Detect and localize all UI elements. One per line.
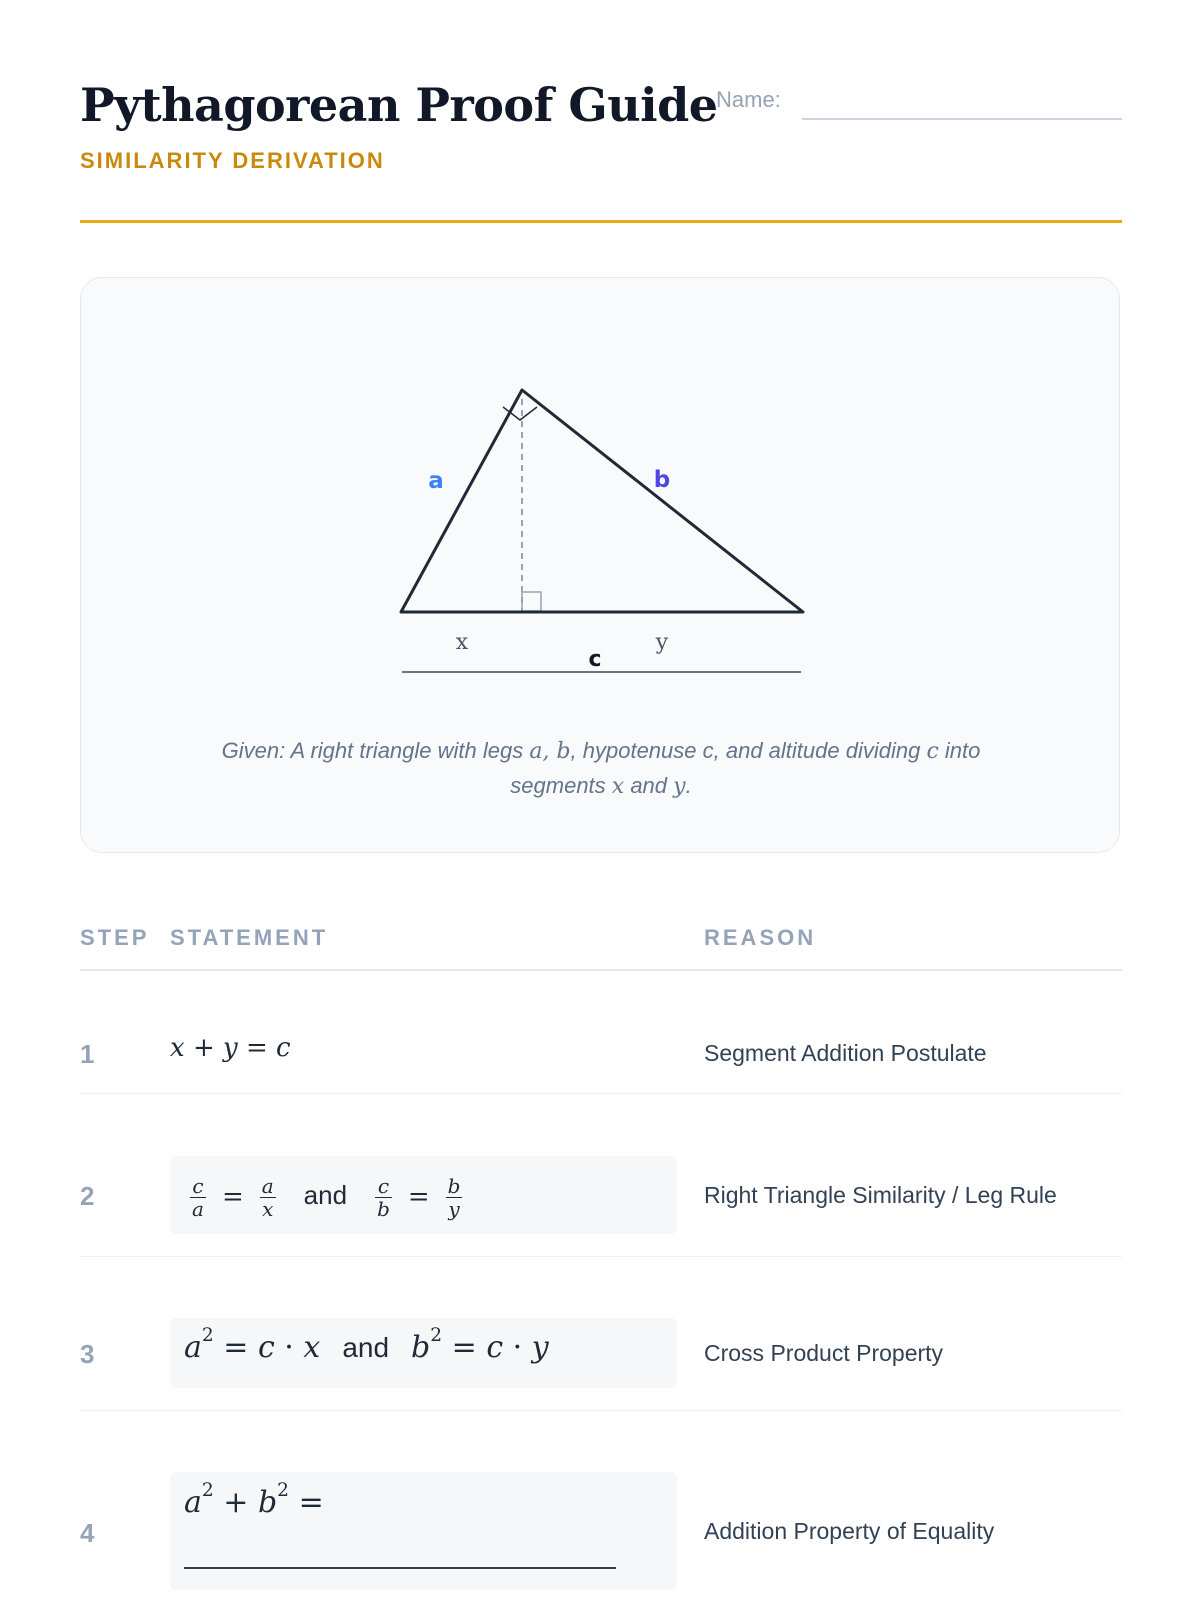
given-var-ab: a, b [529,739,571,764]
row-divider [80,1410,1122,1411]
given-text: Given: A right triangle with legs [221,738,530,763]
given-text: and [624,773,674,798]
label-a: a [428,468,444,494]
statement-4: $a^2 + b^2$ = [184,1480,324,1520]
reason-1: Segment Addition Postulate [704,1040,987,1066]
statement-2-connector: and [303,1180,348,1210]
reason-2: Right Triangle Similarity / Leg Rule [704,1182,1057,1208]
step-number: 3 [80,1339,95,1369]
step-number: 2 [80,1181,95,1211]
given-var-y: y [673,774,686,799]
page-subtitle: SIMILARITY DERIVATION [80,148,385,173]
statement-2: $\frac{c}{a}$ = $\frac{a}{x}$ and $\frac{c}{b}$ = $\frac{b}{y}$ [192,1173,461,1221]
step-number: 4 [80,1518,95,1548]
page-title: Pythagorean Proof Guide [80,78,718,132]
name-label: Name: [716,87,781,112]
reason-3: Cross Product Property [704,1340,944,1366]
label-y: y [655,630,669,655]
row-divider [80,1093,1122,1094]
given-text: . [685,773,692,798]
statement-3: $a^2 = c \cdot x$ and $b^2 = c \cdot y$ [184,1325,549,1365]
label-c: c [588,647,602,672]
given-var-x: x [611,774,625,799]
reason-4: Addition Property of Equality [704,1518,995,1544]
header-divider [80,220,1122,223]
step-number: 1 [80,1039,95,1069]
given-text: into segments [510,738,981,798]
given-var-c: c [926,739,939,764]
header-step: STEP [80,925,150,950]
header-statement: STATEMENT [170,925,329,950]
answer-blank[interactable] [184,1567,616,1569]
given-card [80,277,1120,853]
right-triangle [401,390,803,612]
given-statement [201,734,1001,804]
statement-3-connector: and [342,1332,390,1363]
altitude-right-angle-marker [522,592,541,611]
name-field[interactable] [802,118,1122,120]
statement-1: x + y = c [170,1033,291,1063]
header-reason: REASON [704,925,817,950]
table-header-divider [80,969,1122,971]
row-divider [80,1256,1122,1257]
label-b: b [653,467,671,493]
given-text: , hypotenuse c, and altitude dividing [570,738,927,763]
label-x: x [455,630,469,655]
